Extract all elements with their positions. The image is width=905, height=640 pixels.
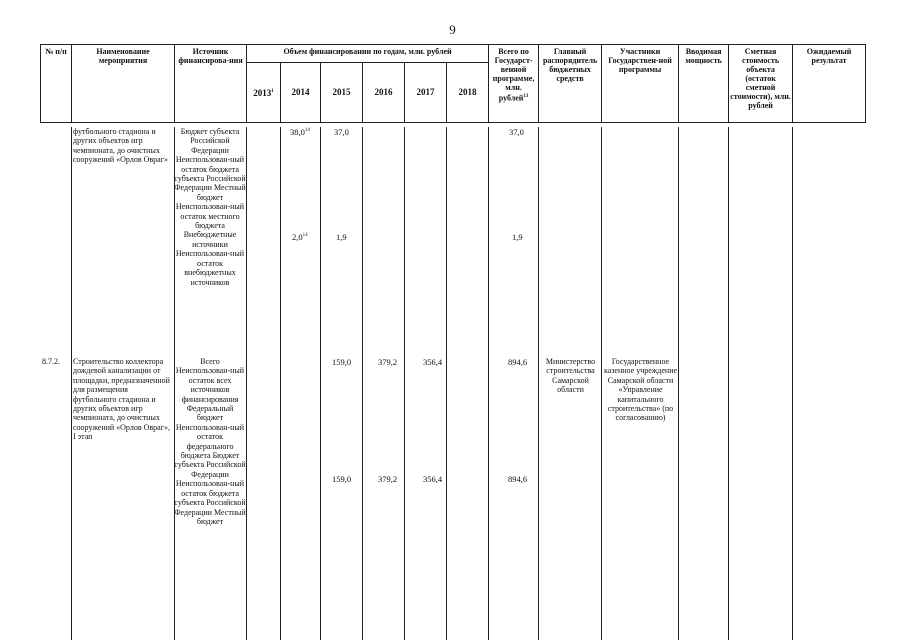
row2-v2-2017: 356,4: [423, 474, 443, 484]
column-divider: [320, 127, 321, 640]
column-divider: [280, 127, 281, 640]
row1-v1-2015: 37,0: [334, 127, 349, 137]
column-divider: [362, 127, 363, 640]
column-divider: [404, 127, 405, 640]
row2-manager: Министерство строительства Самарской области: [545, 357, 596, 395]
col-volume: Объем финансировании по годам, млн. рублей: [247, 45, 489, 63]
table-body: [40, 127, 865, 640]
column-divider: [728, 127, 729, 640]
row2-sources: Всего Неиспользован-ный остаток всех источников финансирования Федеральный бюджет Неиспользован-ный остаток федерального бюджета Бюджет субъекта Российской Федерации Неиспользован-ный остаток бюджета субъекта Российской Федерации Местный бюджет: [174, 357, 246, 526]
col-manager: Главный распорядитель бюджетных средств: [539, 45, 602, 123]
row2-v2-total: 894,6: [508, 474, 528, 484]
row1-v1-total: 37,0: [509, 127, 524, 137]
column-divider: [538, 127, 539, 640]
col-year-2015: 2015: [321, 63, 363, 123]
row1-v2-2014: $2,0^{14}$: [292, 232, 308, 242]
col-capacity: Вводимая мощность: [679, 45, 729, 123]
column-divider: [601, 127, 602, 640]
row1-sources: Бюджет субъекта Российской Федерации Неиспользован-ный остаток бюджета субъекта Российской Федерации Местный бюджет Неиспользован-ный остаток местного бюджета Внебюджетные источники Неиспользован-ный остаток внебюджетных источников: [174, 127, 246, 287]
row1-v2-total: 1,9: [512, 232, 523, 242]
row2-v1-2017: 356,4: [423, 357, 443, 367]
col-year-2018: 2018: [447, 63, 489, 123]
col-participants: Участники Государствен-ной программы: [602, 45, 679, 123]
row1-v2-2015: 1,9: [336, 232, 347, 242]
row2-v1-2016: 379,2: [378, 357, 398, 367]
col-estimate: Сметная стоимость объекта (остаток сметной стоимости), млн. рублей: [729, 45, 793, 123]
col-year-2013: 2013$^1$: [247, 63, 281, 123]
col-year-2016: 2016: [363, 63, 405, 123]
row2-v2-2015: 159,0: [332, 474, 352, 484]
table-header: [40, 44, 866, 123]
col-year-2014: 2014: [281, 63, 321, 123]
page-number: 9: [449, 22, 456, 37]
row2-num: 8.7.2.: [42, 357, 60, 366]
row1-v1-2014: 38,0$^{14}$: [290, 127, 310, 137]
col-name: Наименование мероприятия: [72, 45, 175, 123]
row2-v1-2015: 159,0: [332, 357, 352, 367]
col-source: Источник финансирова-ния: [175, 45, 247, 123]
col-num: № п/п: [41, 45, 72, 123]
column-divider: [446, 127, 447, 640]
row2-name: Строительство коллектора дождевой канализации от площадки, предназначенной для размещения футбольного стадиона и других объектов игр чемпионата, до очистных сооружений «Орлов Овраг», I этап: [73, 357, 170, 442]
col-total: Всего по Государст-венной программе, млн. рублей$^{13}$: [489, 45, 539, 123]
row2-v2-2016: 379,2: [378, 474, 398, 484]
column-divider: [71, 127, 72, 640]
column-divider: [678, 127, 679, 640]
row2-v1-total: 894,6: [508, 357, 528, 367]
column-divider: [792, 127, 793, 640]
col-result: Ожидаемый результат: [793, 45, 866, 123]
column-divider: [488, 127, 489, 640]
column-divider: [246, 127, 247, 640]
row2-participant: Государственное казенное учреждение Самарской области «Управление капитального строительства» (по согласованию): [603, 357, 678, 423]
col-year-2017: 2017: [405, 63, 447, 123]
row1-name: футбольного стадиона и других объектов игр чемпионата, до очистных сооружений «Орлов Овраг»: [73, 127, 168, 165]
